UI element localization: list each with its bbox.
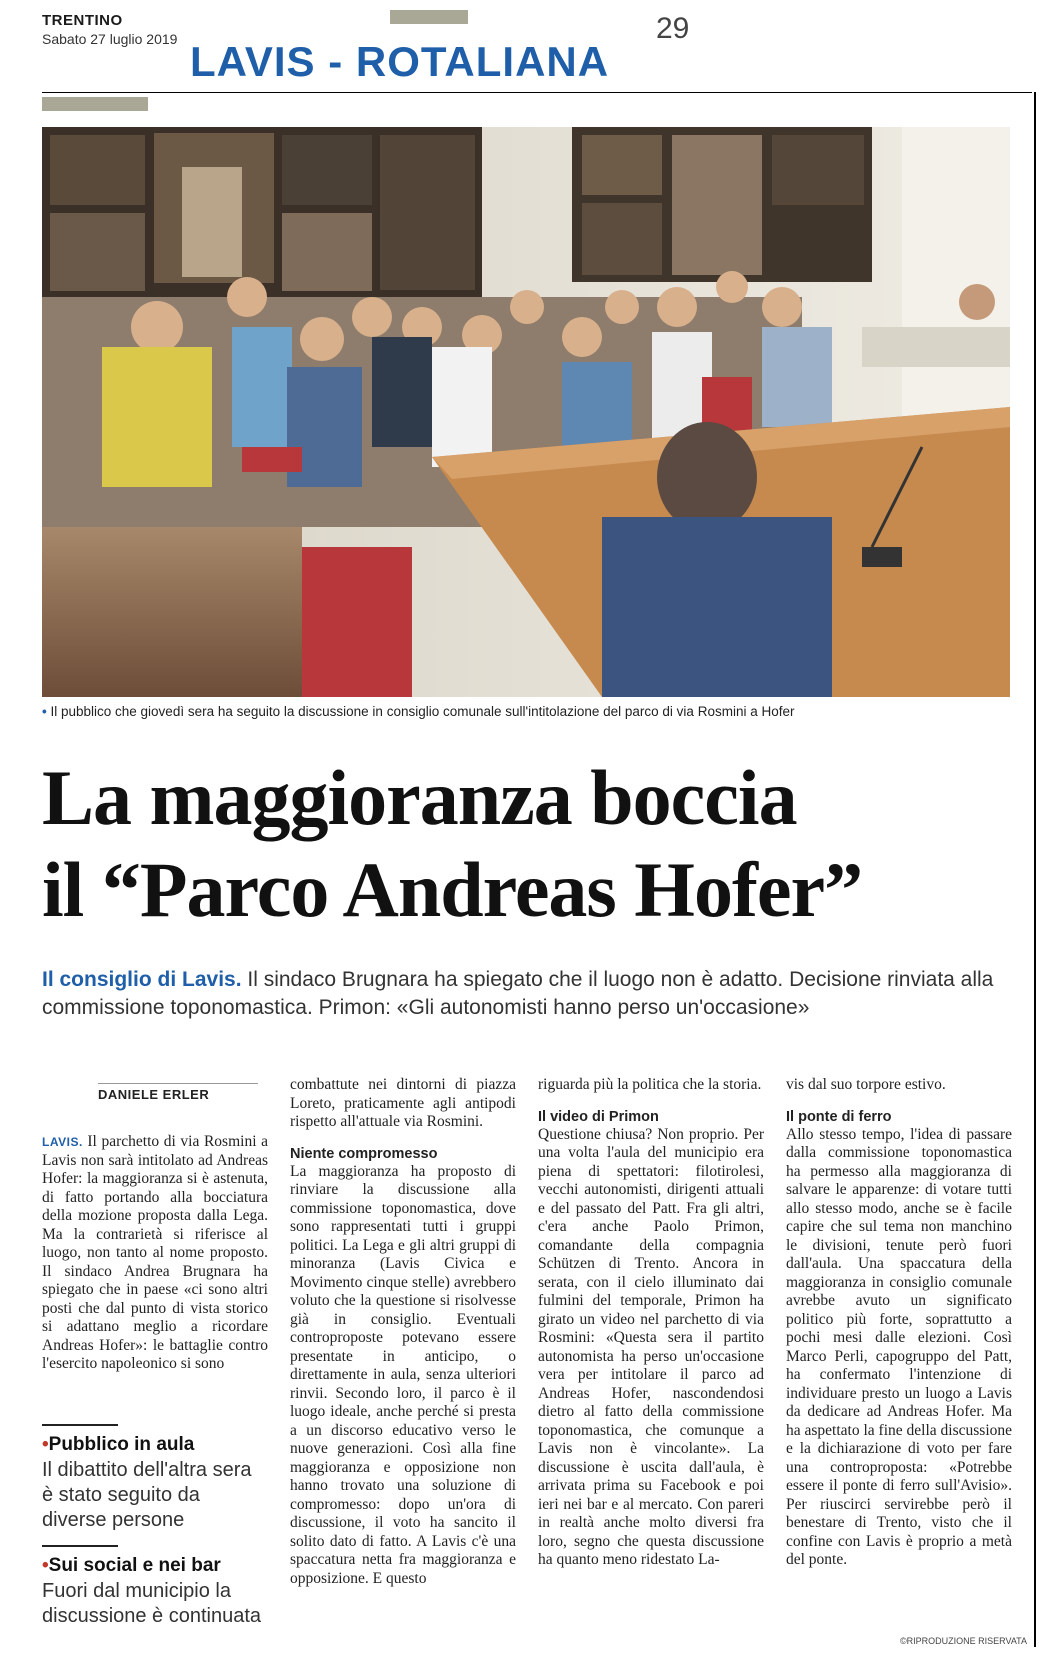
copyright-notice: ©RIPRODUZIONE RISERVATA (900, 1636, 1027, 1646)
subheading-video-primon: Il video di Primon (538, 1108, 659, 1125)
subheading-niente-compromesso: Niente compromesso (290, 1145, 438, 1162)
article-column-1 (42, 1133, 268, 1374)
article-text-col4-intro: vis dal suo torpore estivo. (786, 1076, 946, 1093)
article-text-col4: Allo stesso tempo, l'idea di passare dalla commissione toponomastica ha permesso alla maggioranza di salvare le apparenze: di votare tutti allo stesso modo, anche se è facile capire che sul tema non manchino le divisioni, tenute però fuori dall'aula. Una spaccatura della maggioranza in consiglio comunale avrebbe avuto un significato politico più forte, soprattutto a pochi mesi dalle elezioni. Così Marco Perli, capogruppo del Patt, ha confermato l'intenzione di individuare presto un luogo a Lavis da dedicare ad Andreas Hofer. Ma ha aspettato la fine della discussione e la dichiarazione di voto per fare una controproposta: «Potrebbe essere il ponte di ferro sull'Avisio». Per riuscirci servirebbe però il benestare di Trento, visto che il confine con Lavis è proprio a metà del ponte. (786, 1125, 1012, 1568)
council-meeting-photo (42, 127, 1010, 697)
byline-rule (98, 1083, 258, 1084)
pull-quote-rule (42, 1424, 118, 1426)
headline-line-1: La maggioranza boccia (42, 754, 797, 841)
article-column-4 (786, 1076, 1012, 1570)
issue-date: Sabato 27 luglio 2019 (42, 31, 178, 47)
right-column-rule (1034, 92, 1036, 1647)
page-number: 29 (656, 12, 690, 45)
pull-quote-text: Fuori dal municipio la discussione è continuata (42, 1580, 262, 1627)
decorative-bar-top (390, 10, 468, 24)
dateline: LAVIS. (42, 1135, 83, 1149)
pull-quote-text: Il dibattito dell'altra sera è stato seguito da diverse persone (42, 1459, 252, 1531)
article-text-col2-intro: combattute nei dintorni di piazza Loreto, praticamente agli antipodi rispetto all'attuale via Rosmini. (290, 1076, 516, 1130)
caption-bullet: • (42, 704, 51, 719)
standfirst (42, 966, 1022, 1022)
newspaper-name: TRENTINO (42, 12, 123, 29)
article-column-2 (290, 1076, 516, 1588)
pull-quote-bullet: • (42, 1555, 49, 1576)
byline: DANIELE ERLER (98, 1087, 210, 1102)
article-text-col2: La maggioranza ha proposto di rinviare la discussione alla commissione toponomastica, dove sono rappresentati tutti i gruppi politici. La Lega e gli altri gruppi di minoranza (Lavis Civica e Movimento cinque stelle) avrebbero voluto che la questione si risolvesse già in consiglio. Eventuali controproposte potevano essere presentate in anticipo, o direttamente in aula, senza ulteriori rinvii. Secondo loro, il parco è il luogo ideale, anche perché si presta a un discorso educativo verso le nuove generazioni. Così alla fine maggioranza e opposizione non hanno trovato una soluzione di compromesso: dopo un'ora di discussione, il voto ha sancito il solito dato di fatto. A Lavis c'è una spaccatura netta fra maggioranza e opposizione. E questo (290, 1162, 516, 1587)
standfirst-text: Il sindaco Brugnara ha spiegato che il luogo non è adatto. Decisione rinviata alla commissione toponomastica. Primon: «Gli autonomisti hanno perso un'occasione» (42, 968, 994, 1019)
pull-quote-title: Sui social e nei bar (48, 1555, 221, 1576)
photo-caption-text: Il pubblico che giovedì sera ha seguito la discussione in consiglio comunale sull'intitolazione del parco di via Rosmini a Hofer (50, 704, 795, 719)
pull-quote-bullet: • (42, 1434, 49, 1455)
article-text-col3-intro: riguarda più la politica che la storia. (538, 1076, 762, 1093)
photo-caption (42, 704, 794, 719)
article-text-col1: Il parchetto di via Rosmini a Lavis non sarà intitolato ad Andreas Hofer: la maggioranza si è astenuta, di fatto portando alla bocciatura della mozione proposta dalla Lega. Ma la contrarietà si riferisce al luogo, non tanto al nome proposto. Il sindaco Andrea Brugnara ha spiegato che in paese «ci sono altri posti che dal punto di vista storico si adattano meglio a ricordare Andreas Hofer»: le battaglie contro l'esercito napoleonico si sono (42, 1133, 268, 1372)
subheading-ponte-ferro: Il ponte di ferro (786, 1108, 892, 1125)
pull-quote-2 (42, 1545, 268, 1629)
pull-quote-rule (42, 1545, 118, 1547)
article-column-3 (538, 1076, 764, 1570)
headline (42, 752, 1032, 936)
standfirst-lead: Il consiglio di Lavis. (42, 968, 242, 991)
article-text-col3: Questione chiusa? Non proprio. Per una volta l'aula del municipio era piena di spettatori: filotirolesi, vecchi autonomisti, dirigenti attuali e del passato del Patt. Fra gli altri, c'era anche Paolo Primon, comandante della compagnia Schützen di Trento. Ancora in serata, con il cielo illuminato dai fulmini del temporale, Primon ha girato un video nel parchetto di via Rosmini: «Questa sera il partito autonomista ha perso un'occasione vera per intitolare il parco ad Andreas Hofer, nascondendosi dietro al fatto della commissione toponomastica, che comunque a Lavis non è vincolante». La discussione è uscita dall'aula, è arrivata prima su Facebook e poi ieri nei bar e al mercato. Con pareri in realtà anche molto diversi fra loro, segno che questa discussione ha quanto meno ridestato La- (538, 1125, 764, 1568)
pull-quote-1 (42, 1424, 268, 1533)
pull-quote-title: Pubblico in aula (48, 1434, 195, 1455)
header-rule (42, 92, 1032, 93)
decorative-bar-left (42, 97, 148, 111)
section-title: LAVIS - ROTALIANA (190, 38, 610, 85)
headline-line-2: il “Parco Andreas Hofer” (42, 846, 863, 933)
